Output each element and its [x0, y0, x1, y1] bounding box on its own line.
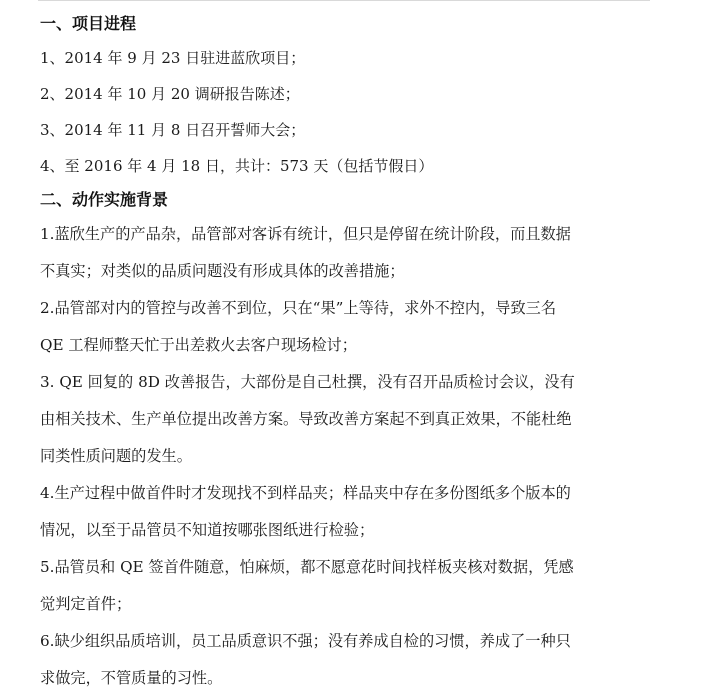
paragraph-line: 3. QE 回复的 8D 改善报告，大部份是自己杜撰，没有召开品质检讨会议，没有: [40, 373, 575, 391]
paragraph-line: 求做完，不管质量的习性。: [40, 669, 223, 687]
background-paragraph-4: [40, 475, 680, 549]
paragraph-line: 不真实；对类似的品质问题没有形成具体的改善措施；: [40, 262, 405, 280]
paragraph-line: 1.蓝欣生产的产品杂，品管部对客诉有统计，但只是停留在统计阶段，而且数据: [40, 225, 571, 243]
paragraph-line: QE 工程师整天忙于出差救火去客户现场检讨；: [40, 336, 357, 354]
progress-item-4: 4、至 2016 年 4 月 18 日，共计：573 天（包括节假日）: [40, 157, 434, 175]
background-paragraph-5: [40, 549, 680, 623]
paragraph-line: 4.生产过程中做首件时才发现找不到样品夹；样品夹中存在多份图纸多个版本的: [40, 484, 571, 502]
paragraph-line: 同类性质问题的发生。: [40, 447, 192, 465]
paragraph-line: 由相关技术、生产单位提出改善方案。导致改善方案起不到真正效果，不能杜绝: [40, 410, 572, 428]
background-paragraph-3: [40, 364, 680, 475]
progress-item-1: 1、2014 年 9 月 23 日驻进蓝欣项目；: [40, 49, 306, 67]
paragraph-line: 2.品管部对内的管控与改善不到位，只在“果”上等待，求外不控内，导致三名: [40, 299, 557, 317]
paragraph-line: 情况，以至于品管员不知道按哪张图纸进行检验；: [40, 521, 375, 539]
background-paragraph-2: [40, 290, 680, 364]
paragraph-line: 觉判定首件；: [40, 595, 132, 613]
progress-item-2: 2、2014 年 10 月 20 调研报告陈述；: [40, 85, 300, 103]
paragraph-line: 5.品管员和 QE 签首件随意，怕麻烦，都不愿意花时间找样板夹核对数据，凭感: [40, 558, 574, 576]
background-paragraph-1: [40, 216, 680, 290]
background-paragraph-6: [40, 623, 680, 697]
document-body: [40, 8, 680, 697]
top-divider: [38, 0, 650, 1]
section-heading-project-progress: 一、项目进程: [40, 14, 137, 33]
section-heading-background: 二、动作实施背景: [40, 190, 169, 209]
paragraph-line: 6.缺少组织品质培训，员工品质意识不强；没有养成自检的习惯，养成了一种只: [40, 632, 571, 650]
progress-item-3: 3、2014 年 11 月 8 日召开誓师大会；: [40, 121, 306, 139]
